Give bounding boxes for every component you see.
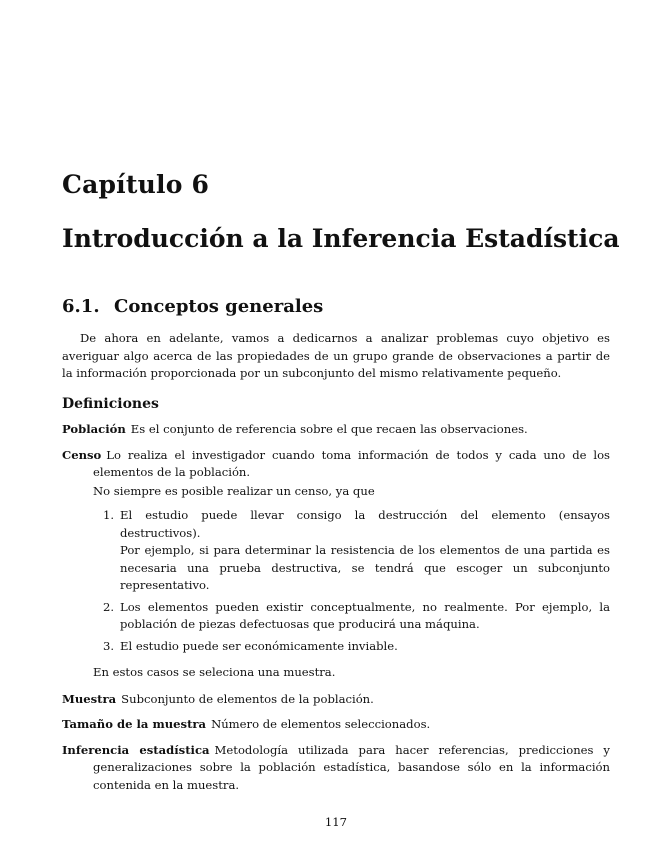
censo-closing: En estos casos se seleciona una muestra.: [93, 665, 336, 679]
definition-term: Muestra: [62, 691, 117, 706]
definition-text: Subconjunto de elementos de la población.: [121, 691, 374, 706]
section-heading: [62, 296, 323, 317]
list-item: [93, 599, 610, 634]
definition-term: Población: [62, 422, 126, 436]
intro-paragraph: De ahora en adelante, vamos a dedicarnos a analizar problemas cuyo objetivo es averiguar algo acerca de las propiedades de un grupo grande de observaciones a partir de la información proporcionada por un subconjunto del mismo relativamente pequeño.: [62, 331, 610, 380]
definition-term: Tamaño de la muestra: [62, 717, 207, 731]
definition-text: Metodología utilizada para hacer referencias, predicciones y generalizaciones sobre la población estadística, basandose sólo en la información contenida en la muestra.: [93, 742, 610, 792]
list-item-text: El estudio puede ser económicamente inviable.: [120, 638, 398, 653]
definition-censo: [62, 447, 610, 482]
definition-tamano: [62, 716, 610, 734]
chapter-number: Capítulo 6: [62, 170, 210, 199]
list-item: [93, 638, 610, 656]
list-item-text: Los elementos pueden existir conceptualmente, no realmente. Por ejemplo, la población de piezas defectuosas que producirá una máquina.: [120, 599, 610, 631]
definitions-heading: Definiciones: [62, 396, 159, 412]
definition-inferencia: [62, 742, 610, 795]
definition-term: Inferencia estadística: [62, 742, 210, 757]
definitions-list: [62, 421, 610, 802]
definition-muestra: [62, 691, 610, 709]
list-item-number: 1.: [103, 508, 115, 522]
definition-text: Número de elementos seleccionados.: [211, 717, 431, 731]
definition-text: Lo realiza el investigador cuando toma información de todos y cada uno de los elementos de la población.: [93, 447, 610, 479]
chapter-title: Introducción a la Inferencia Estadística: [62, 224, 620, 253]
definition-term: Censo: [62, 447, 102, 462]
list-item-number: 3.: [103, 638, 115, 653]
section-number: 6.1.: [62, 296, 100, 317]
document-page: [62, 0, 620, 848]
list-item-text: El estudio puede llevar consigo la destrucción del elemento (ensayos destructivos).: [120, 508, 610, 540]
list-item: [93, 507, 610, 595]
list-item-extra: Por ejemplo, si para determinar la resistencia de los elementos de una partida es necesaria una prueba destructiva, se tendrá que escoger un subconjunto representativo.: [120, 543, 610, 592]
censo-reasons-list: [93, 507, 610, 655]
section-title: Conceptos generales: [114, 296, 324, 317]
list-item-number: 2.: [103, 599, 115, 614]
definition-poblacion: [62, 421, 610, 439]
definition-text: Es el conjunto de referencia sobre el que recaen las observaciones.: [130, 422, 528, 436]
page-number: 117: [324, 815, 348, 829]
censo-details: [62, 483, 610, 682]
censo-note: No siempre es posible realizar un censo, ya que: [93, 483, 375, 498]
